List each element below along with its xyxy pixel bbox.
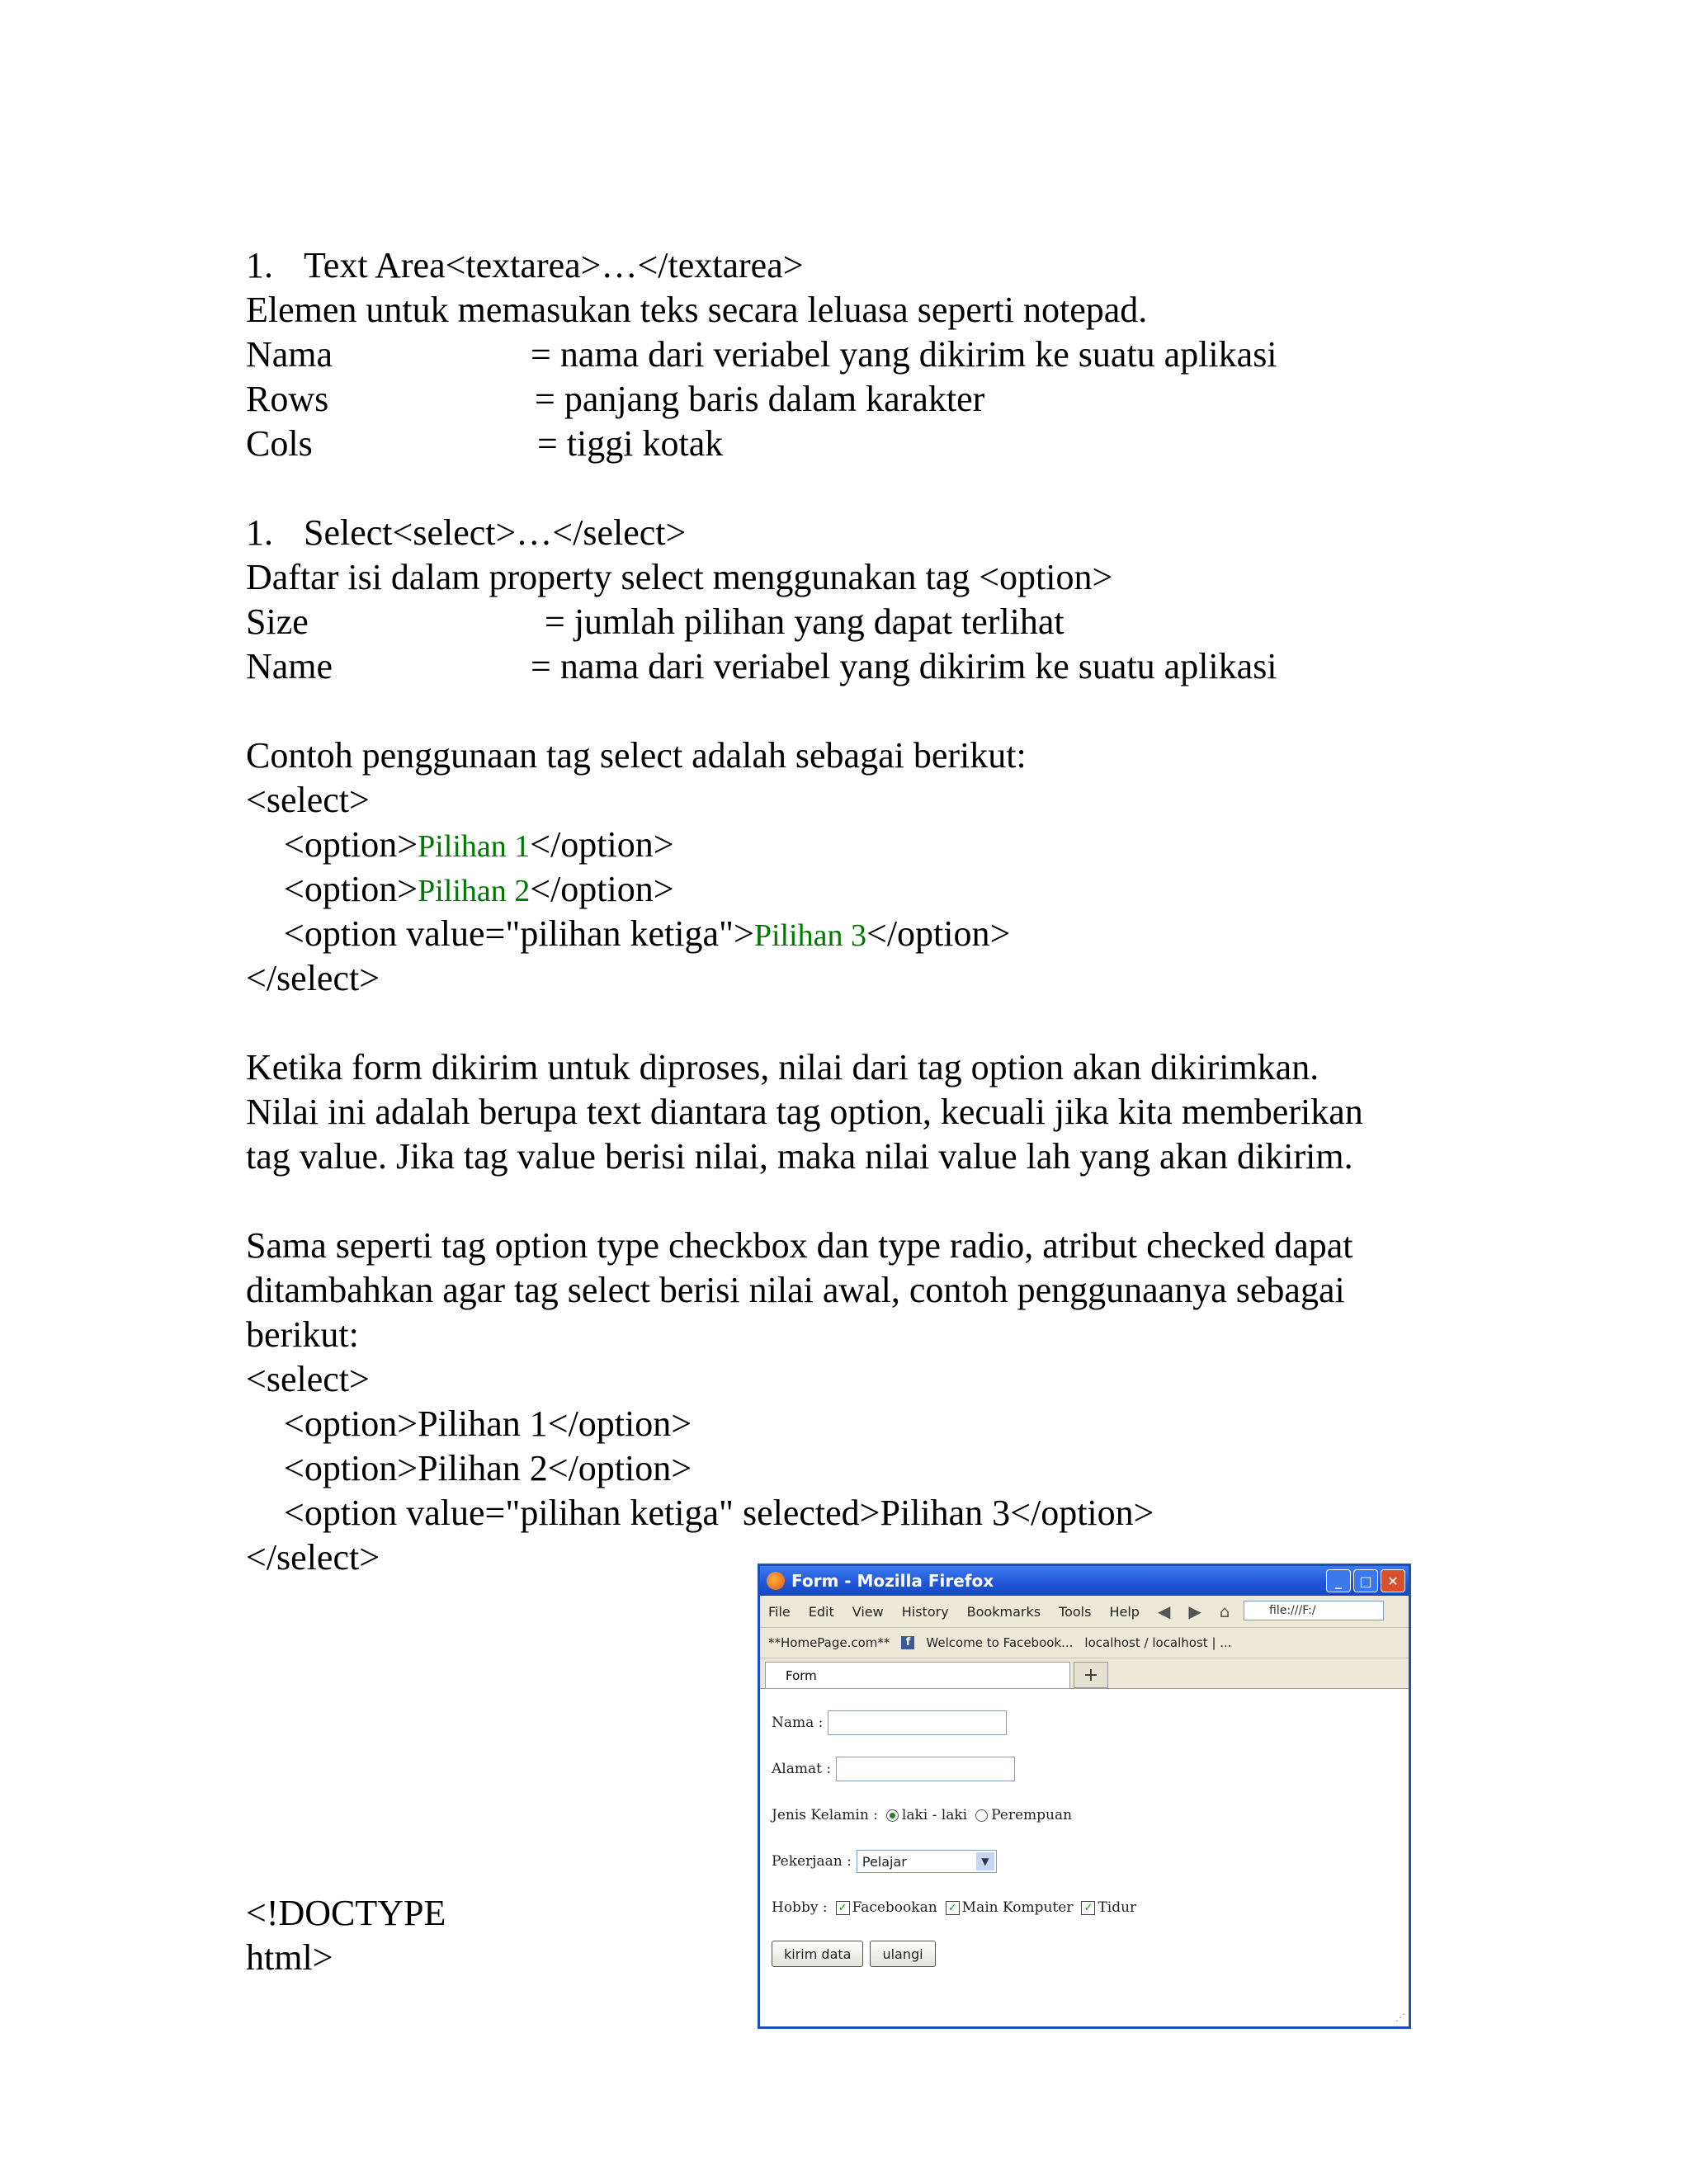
bookmark-homepage[interactable]: **HomePage.com** bbox=[768, 1635, 890, 1650]
section1-heading: 1. Text Area<textarea>…</textarea> bbox=[246, 245, 804, 285]
form-content bbox=[760, 1688, 1409, 2026]
form-row-job bbox=[772, 1838, 1397, 1884]
checkbox-tidur-label: Tidur bbox=[1098, 1899, 1137, 1916]
section2-heading: 1. Select<select>…</select> bbox=[246, 512, 687, 553]
form-row-hobby bbox=[772, 1884, 1397, 1931]
checkbox-main-komputer-label: Main Komputer bbox=[961, 1899, 1074, 1916]
close-icon[interactable]: ✕ bbox=[1381, 1569, 1405, 1592]
menu-bookmarks[interactable]: Bookmarks bbox=[966, 1603, 1041, 1620]
alamat-input[interactable] bbox=[836, 1757, 1015, 1781]
checkbox-facebookan-label: Facebookan bbox=[852, 1899, 937, 1916]
checkbox-facebookan[interactable]: ✓ bbox=[836, 1901, 850, 1915]
radio-female-label: Perempuan bbox=[991, 1807, 1073, 1823]
bookmark-facebook[interactable]: Welcome to Facebook... bbox=[926, 1635, 1074, 1650]
attr-size: Size = jumlah pilihan yang dapat terlihat bbox=[246, 601, 1065, 642]
firefox-logo-icon bbox=[767, 1572, 785, 1590]
radio-male-label: laki - laki bbox=[901, 1807, 968, 1823]
job-select-value: Pelajar bbox=[862, 1853, 907, 1870]
example2-option-3: <option value="pilihan ketiga" selected>Pilihan 3</option> bbox=[284, 1493, 1154, 1533]
job-select[interactable] bbox=[857, 1850, 997, 1873]
attr-name: Name = nama dari veriabel yang dikirim ke suatu aplikasi bbox=[246, 646, 1277, 686]
resize-grip-icon[interactable]: ⋰ bbox=[1395, 2012, 1405, 2023]
menu-edit[interactable]: Edit bbox=[808, 1603, 834, 1620]
nama-input[interactable] bbox=[828, 1710, 1007, 1735]
window-title: Form - Mozilla Firefox bbox=[791, 1571, 994, 1591]
url-bar[interactable]: file:///F:/ bbox=[1244, 1601, 1384, 1620]
bookmarks-bar bbox=[760, 1628, 1409, 1658]
menu-tools[interactable]: Tools bbox=[1059, 1603, 1092, 1620]
example1-close-tag: </select> bbox=[246, 958, 380, 998]
paragraph2-line-1: Sama seperti tag option type checkbox dan type radio, atribut checked dapat bbox=[246, 1225, 1353, 1266]
gender-label: Jenis Kelamin : bbox=[772, 1807, 878, 1823]
form-row-nama bbox=[772, 1700, 1397, 1746]
maximize-icon[interactable]: □ bbox=[1353, 1569, 1378, 1592]
example1-option-1: <option>Pilihan 1</option> bbox=[284, 824, 674, 865]
attr-cols: Cols = tiggi kotak bbox=[246, 423, 724, 464]
checkbox-main-komputer[interactable]: ✓ bbox=[946, 1901, 960, 1915]
browser-screenshot bbox=[758, 1564, 1411, 2029]
example2-option-2: <option>Pilihan 2</option> bbox=[284, 1448, 692, 1488]
minimize-icon[interactable]: _ bbox=[1326, 1569, 1351, 1592]
paragraph2-line-3: berikut: bbox=[246, 1314, 359, 1355]
back-icon[interactable]: ◀ bbox=[1157, 1601, 1171, 1621]
menu-history[interactable]: History bbox=[901, 1603, 949, 1620]
reset-button[interactable]: ulangi bbox=[870, 1941, 935, 1967]
tab-form[interactable]: Form bbox=[765, 1662, 1070, 1688]
section1-description: Elemen untuk memasukan teks secara leluasa seperti notepad. bbox=[246, 290, 1148, 330]
form-row-buttons bbox=[772, 1931, 1397, 1977]
radio-female[interactable] bbox=[975, 1809, 988, 1822]
alamat-label: Alamat : bbox=[772, 1761, 832, 1777]
facebook-icon: f bbox=[901, 1636, 914, 1649]
section2-description: Daftar isi dalam property select menggunakan tag <option> bbox=[246, 557, 1113, 597]
example2-option-1: <option>Pilihan 1</option> bbox=[284, 1403, 692, 1444]
attr-nama: Nama = nama dari veriabel yang dikirim ke suatu aplikasi bbox=[246, 334, 1277, 375]
doctype-line-1: <!DOCTYPE bbox=[246, 1893, 446, 1933]
tab-bar bbox=[760, 1658, 1409, 1689]
job-label: Pekerjaan : bbox=[772, 1853, 852, 1870]
browser-titlebar bbox=[760, 1566, 1409, 1596]
example2-close-tag: </select> bbox=[246, 1537, 380, 1578]
nama-label: Nama : bbox=[772, 1715, 824, 1731]
radio-male[interactable] bbox=[886, 1809, 899, 1822]
new-tab-icon[interactable]: + bbox=[1074, 1662, 1108, 1688]
hobby-label: Hobby : bbox=[772, 1899, 828, 1916]
example1-intro: Contoh penggunaan tag select adalah sebagai berikut: bbox=[246, 735, 1027, 776]
menu-view[interactable]: View bbox=[852, 1603, 884, 1620]
submit-button[interactable]: kirim data bbox=[772, 1941, 863, 1967]
example1-option-2: <option>Pilihan 2</option> bbox=[284, 869, 674, 909]
form-row-gender bbox=[772, 1792, 1397, 1838]
example1-open-tag: <select> bbox=[246, 780, 370, 820]
menu-file[interactable]: File bbox=[768, 1603, 791, 1620]
menu-bar bbox=[760, 1596, 1409, 1628]
chevron-down-icon: ▼ bbox=[976, 1852, 994, 1870]
paragraph2-line-2: ditambahkan agar tag select berisi nilai awal, contoh penggunaanya sebagai bbox=[246, 1270, 1345, 1310]
example1-option-3: <option value="pilihan ketiga">Pilihan 3</option> bbox=[284, 913, 1011, 954]
home-icon[interactable]: ⌂ bbox=[1219, 1601, 1230, 1621]
bookmark-localhost[interactable]: localhost / localhost | ... bbox=[1084, 1635, 1232, 1650]
form-row-alamat bbox=[772, 1746, 1397, 1792]
paragraph1-line-1: Ketika form dikirim untuk diproses, nilai dari tag option akan dikirimkan. bbox=[246, 1047, 1319, 1087]
menu-help[interactable]: Help bbox=[1109, 1603, 1140, 1620]
attr-rows: Rows = panjang baris dalam karakter bbox=[246, 379, 985, 419]
paragraph1-line-2: Nilai ini adalah berupa text diantara tag option, kecuali jika kita memberikan bbox=[246, 1092, 1363, 1132]
checkbox-tidur[interactable]: ✓ bbox=[1081, 1901, 1095, 1915]
example2-open-tag: <select> bbox=[246, 1359, 370, 1399]
paragraph1-line-3: tag value. Jika tag value berisi nilai, maka nilai value lah yang akan dikirim. bbox=[246, 1136, 1353, 1177]
doctype-line-2: html> bbox=[246, 1937, 333, 1978]
forward-icon[interactable]: ▶ bbox=[1188, 1601, 1201, 1621]
